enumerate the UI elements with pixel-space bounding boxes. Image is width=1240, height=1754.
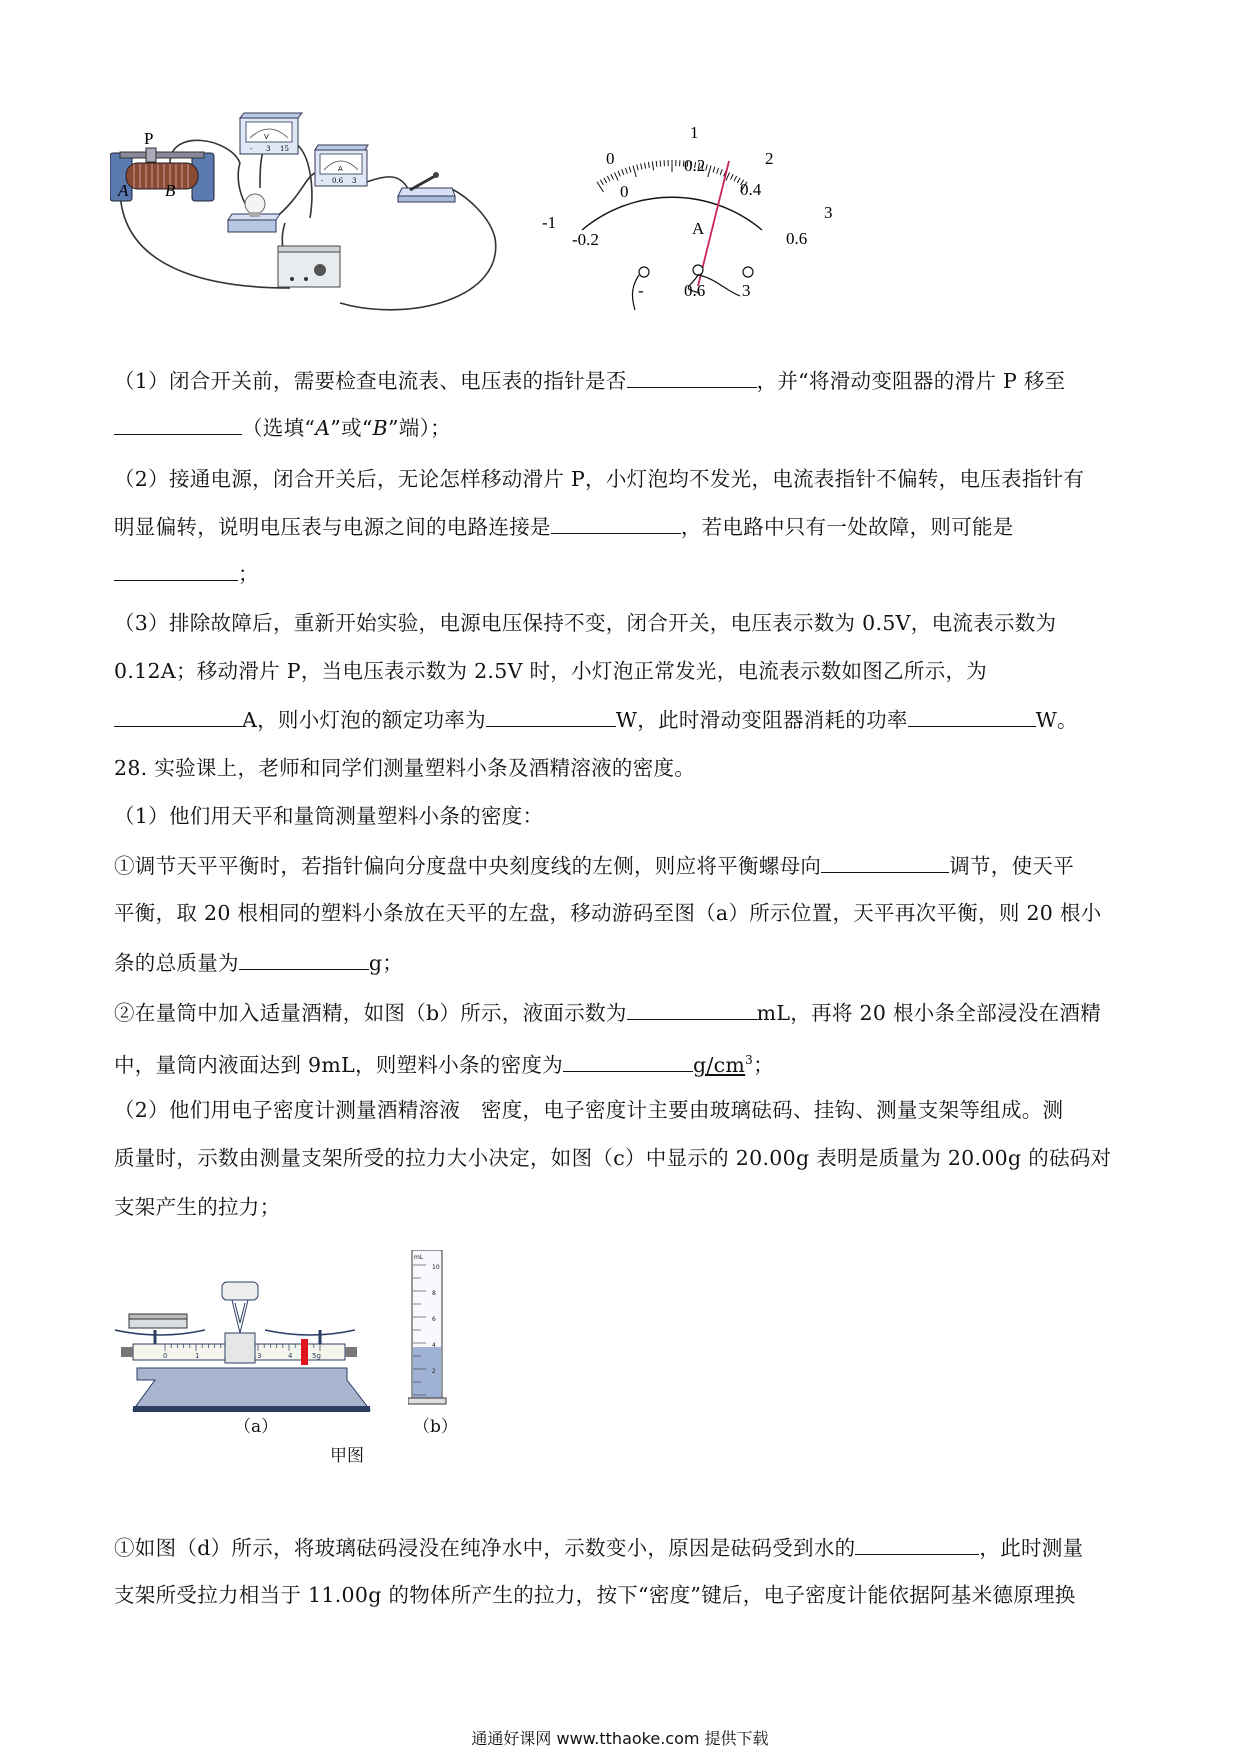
answer-blank[interactable]	[821, 850, 949, 873]
dial-tick	[660, 161, 661, 167]
q27-p3-line1: （3）排除故障后，重新开始实验，电源电压保持不变，闭合开关，电压表示数为 0.5V，电流表示数为	[114, 611, 1057, 635]
answer-blank[interactable]	[114, 558, 238, 581]
dial-tick	[641, 164, 642, 170]
cylinder-mark-4: 4	[432, 1342, 436, 1349]
q27-p2-text-a: 明显偏转，说明电压表与电源之间的电路连接是	[114, 515, 551, 539]
answer-blank[interactable]	[486, 704, 616, 727]
beam-label-3: 3	[257, 1352, 262, 1360]
q28-d1-line2: 支架所受拉力相当于 11.00g 的物体所产生的拉力，按下“密度”键后，电子密度计能依据阿基米德原理换	[114, 1583, 1076, 1607]
option-b: B	[372, 416, 389, 440]
dial-tick	[637, 165, 639, 171]
q28-s2-text-a: ②在量筒中加入适量酒精，如图（b）所示，液面示数为	[114, 1001, 627, 1025]
inner-scale-02: 0.2	[684, 156, 706, 175]
q28-d1-text-a: ①如图（d）所示，将玻璃砝码浸没在纯净水中，示数变小，原因是砝码受到水的	[114, 1536, 856, 1560]
option-a: A	[315, 416, 331, 440]
beam-label-1: 1	[195, 1352, 200, 1360]
dial-tick	[625, 168, 627, 174]
answer-blank[interactable]	[855, 1532, 979, 1555]
q27-p1-text-b: ，并“将滑动变阻器的滑片 P 移至	[756, 369, 1066, 393]
ammeter-term-06: 0.6	[332, 177, 344, 185]
dial-unit-letter: A	[692, 219, 705, 238]
beam-label-4: 4	[288, 1352, 293, 1360]
fig-b-caption: （b）	[413, 1417, 458, 1437]
circuit-diagram	[110, 108, 530, 338]
dial-tick	[713, 167, 715, 173]
cylinder-liquid	[413, 1347, 441, 1399]
cylinder-mark-6: 6	[432, 1316, 436, 1323]
ammeter-device	[315, 145, 368, 186]
balance-figure	[115, 1278, 385, 1418]
q28-d1-line1	[114, 1532, 1083, 1563]
dial-tick	[706, 165, 708, 171]
unit-superscript: 3	[745, 1053, 754, 1067]
outer-scale-2: 2	[765, 149, 774, 168]
voltmeter-term-3: 3	[266, 145, 271, 153]
q27-p1-text-a: （1）闭合开关前，需要检查电流表、电压表的指针是否	[114, 369, 627, 393]
q28-s1-line1	[114, 850, 1074, 881]
q27-p3-line2: 0.12A；移动滑片 P，当电压表示数为 2.5V 时，小灯泡正常发光，电流表示数如图乙所示，为	[114, 659, 988, 683]
answer-blank[interactable]	[114, 704, 242, 727]
ammeter-dial-figure	[540, 118, 860, 318]
q27-p1-text-c: （选填“	[242, 416, 316, 440]
measuring-cylinder-figure	[408, 1250, 448, 1410]
q28-s1-line3	[114, 947, 403, 978]
rheostat-label-a: A	[118, 181, 129, 200]
answer-blank[interactable]	[563, 1049, 693, 1072]
cylinder-mark-8: 8	[432, 1290, 436, 1297]
light-bulb	[228, 194, 280, 232]
q28-p1-head: （1）他们用天平和量筒测量塑料小条的密度：	[114, 804, 544, 828]
q28-p2-line1: （2）他们用电子密度计测量酒精溶液 密度，电子密度计主要由玻璃砝码、挂钩、测量支架等组成。测	[114, 1098, 1064, 1122]
q28-d1-text-b: ，此时测量	[979, 1536, 1084, 1560]
q28-p2-line3: 支架产生的拉力；	[114, 1195, 281, 1219]
answer-blank[interactable]	[627, 997, 757, 1020]
answer-blank[interactable]	[627, 365, 757, 388]
q27-p3-line3	[114, 704, 1078, 735]
q27-p1-line1	[114, 365, 1065, 396]
dial-tick	[618, 171, 620, 177]
dial-terminal-3-post	[743, 267, 753, 277]
dial-tick	[604, 178, 607, 183]
answer-blank[interactable]	[114, 412, 242, 435]
q27-p1-text-d: ”或“	[330, 416, 373, 440]
q27-p3-text-c: W。	[1035, 708, 1078, 732]
q27-p2-line3	[114, 558, 259, 589]
density-unit: g/cm	[693, 1052, 746, 1077]
beam-label-0: 0	[163, 1352, 168, 1360]
voltmeter-term-15: 15	[280, 145, 289, 153]
voltmeter	[240, 113, 302, 154]
q28-s2-line1	[114, 997, 1101, 1028]
voltmeter-letter: V	[264, 133, 269, 141]
inner-scale-0: 0	[620, 182, 629, 201]
dial-tick	[717, 168, 719, 174]
dial-term-neg: -	[638, 281, 644, 300]
cylinder-mark-10: 10	[432, 1264, 440, 1271]
dial-tick	[652, 161, 653, 170]
voltmeter-term-neg: -	[250, 145, 253, 153]
q28-s2-line2	[114, 1045, 774, 1080]
dial-tick	[611, 174, 614, 179]
power-supply	[278, 246, 340, 287]
q27-p3-text-b: W，此时滑动变阻器消耗的功率	[615, 708, 908, 732]
q27-p2-text-b: ，若电路中只有一处故障，则可能是	[680, 515, 1014, 539]
dial-tick	[633, 166, 636, 178]
q28-s2-text-c: 中，量筒内液面达到 9mL，则塑料小条的密度为	[114, 1052, 564, 1077]
outer-scale-1: 1	[690, 123, 699, 142]
cylinder-mark-2: 2	[432, 1368, 436, 1375]
q28-s1-text-a: ①调节天平平衡时，若指针偏向分度盘中央刻度线的左侧，则应将平衡螺母向	[114, 854, 822, 878]
answer-blank[interactable]	[908, 704, 1036, 727]
q28-intro: 28. 实验课上，老师和同学们测量塑料小条及酒精溶液的密度。	[114, 756, 696, 780]
dial-tick	[731, 174, 734, 179]
dial-term-3: 3	[742, 281, 751, 300]
fig-group-caption: 甲图	[330, 1446, 364, 1466]
cylinder-unit: mL	[414, 1254, 424, 1261]
ammeter-term-neg: -	[321, 177, 324, 185]
q27-p2-line1: （2）接通电源，闭合开关后，无论怎样移动滑片 P，小灯泡均不发光，电流表指针不偏转，电压表指针有	[114, 467, 1085, 491]
outer-scale-3: 3	[824, 203, 833, 222]
inner-scale-04: 0.4	[740, 180, 762, 199]
outer-scale-m1: -1	[542, 213, 557, 232]
dial-terminal-neg-post	[639, 267, 649, 277]
dial-tick	[629, 167, 631, 173]
balance-dial	[222, 1282, 258, 1300]
q28-p2-line2: 质量时，示数由测量支架所受的拉力大小决定，如图（c）中显示的 20.00g 表明是质量为 20.00g 的砝码对	[114, 1146, 1112, 1170]
q28-s1-text-b: 调节，使天平	[949, 854, 1075, 878]
q27-p1-line2	[114, 412, 451, 443]
fig-a-caption: （a）	[234, 1417, 279, 1437]
page-footer: 通通好课网 www.tthaoke.com 提供下载	[471, 1729, 769, 1748]
dial-tick	[607, 176, 610, 181]
dial-terminal-06-post	[693, 265, 703, 275]
q28-s2-text-b: mL，再将 20 根小条全部浸没在酒精	[756, 1001, 1101, 1025]
dial-tick	[734, 176, 737, 181]
q27-p2-text-c: ；	[238, 562, 259, 586]
dial-tick	[648, 162, 649, 168]
q28-s1-text-d: g；	[368, 951, 404, 975]
beam-label-5g: 5g	[312, 1352, 321, 1360]
rider-weight	[301, 1339, 308, 1365]
ammeter-letter: A	[338, 165, 343, 173]
dial-tick	[720, 169, 722, 175]
dial-tick	[600, 180, 603, 185]
dial-tick	[656, 161, 657, 167]
q27-p2-line2	[114, 511, 1014, 542]
q27-p3-text-a: A，则小灯泡的额定功率为	[242, 708, 486, 732]
dial-tick	[708, 166, 711, 178]
balance-base	[133, 1368, 370, 1410]
q27-p1-text-e: ”端）；	[388, 416, 451, 440]
q28-s1-line2: 平衡，取 20 根相同的塑料小条放在天平的左盘，移动游码至图（a）所示位置，天平再次平衡，则 20 根小	[114, 901, 1102, 925]
dial-tick	[644, 163, 645, 169]
q28-s2-text-d: ；	[753, 1052, 774, 1077]
inner-scale-m02: -0.2	[572, 230, 599, 249]
ammeter-term-3: 3	[352, 177, 357, 185]
rheostat-label-p: P	[144, 129, 154, 148]
rheostat-label-b: B	[165, 181, 176, 200]
dial-tick	[622, 169, 624, 175]
q28-s1-text-c: 条的总质量为	[114, 951, 239, 975]
answer-blank[interactable]	[239, 947, 369, 970]
answer-blank[interactable]	[551, 511, 681, 534]
dial-tick	[614, 172, 618, 180]
outer-scale-0: 0	[606, 149, 615, 168]
inner-scale-06: 0.6	[786, 229, 808, 248]
dial-term-06: 0.6	[684, 281, 706, 300]
